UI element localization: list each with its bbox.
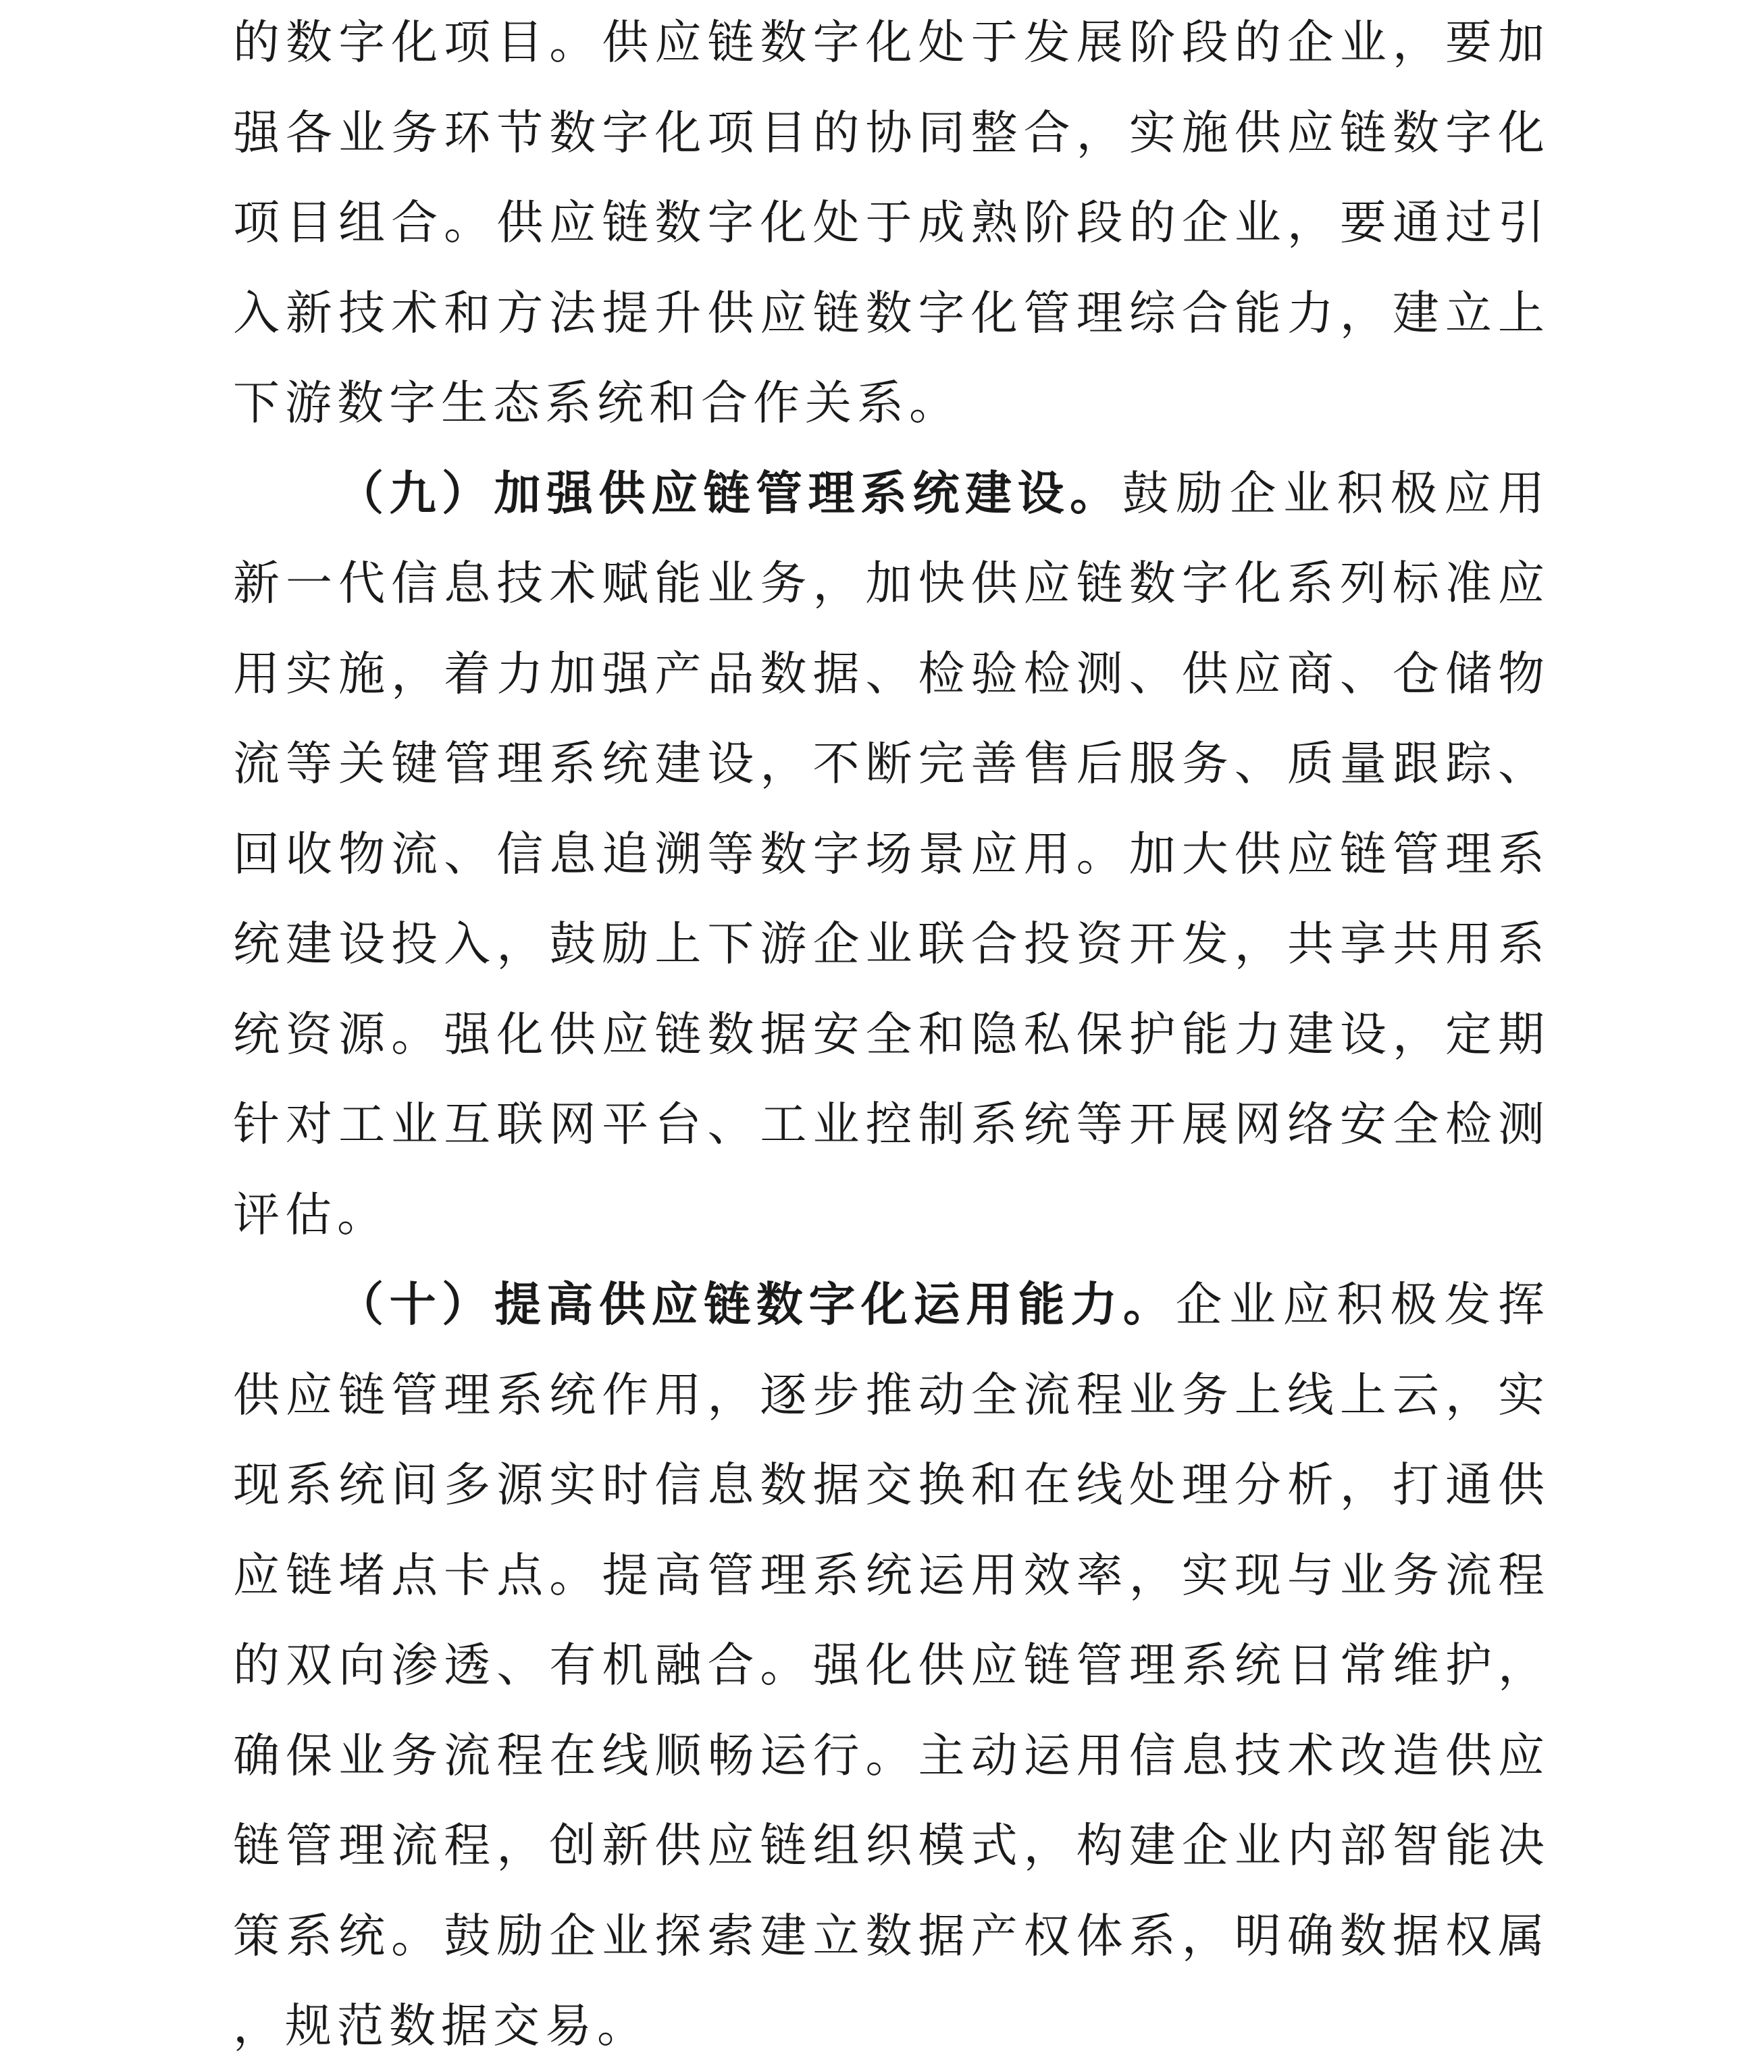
section-heading: （十）提高供应链数字化运用能力。 <box>337 1278 1176 1332</box>
document-page <box>233 0 1551 2053</box>
section-heading: （九）加强供应链管理系统建设。 <box>337 466 1122 521</box>
paragraph-section-10 <box>233 1260 1550 2072</box>
paragraph-section-9 <box>233 449 1550 1261</box>
paragraph-continuation <box>233 0 1550 449</box>
paragraph-body: 企业应积极发挥供应链管理系统作用，逐步推动全流程业务上线上云，实现系统间多源实时信息数据交换和在线处理分析，打通供应链堵点卡点。提高管理系统运用效率，实现与业务流程的双向渗透、有机融合。强化供应链管理系统日常维护，确保业务流程在线顺畅运行。主动运用信息技术改造供应链管理流程，创新供应链组织模式，构建企业内部智能决策系统。鼓励企业探索建立数据产权体系，明确数据权属，规范数据交易。 <box>233 1278 1551 2053</box>
paragraph-body: 鼓励企业积极应用新一代信息技术赋能业务，加快供应链数字化系列标准应用实施，着力加强产品数据、检验检测、供应商、仓储物流等关键管理系统建设，不断完善售后服务、质量跟踪、回收物流、信息追溯等数字场景应用。加大供应链管理系统建设投入，鼓励上下游企业联合投资开发，共享共用系统资源。强化供应链数据安全和隐私保护能力建设，定期针对工业互联网平台、工业控制系统等开展网络安全检测评估。 <box>233 466 1550 1242</box>
paragraph-body: 的数字化项目。供应链数字化处于发展阶段的企业，要加强各业务环节数字化项目的协同整合，实施供应链数字化项目组合。供应链数字化处于成熟阶段的企业，要通过引入新技术和方法提升供应链数字化管理综合能力，建立上下游数字生态系统和合作关系。 <box>233 16 1550 430</box>
